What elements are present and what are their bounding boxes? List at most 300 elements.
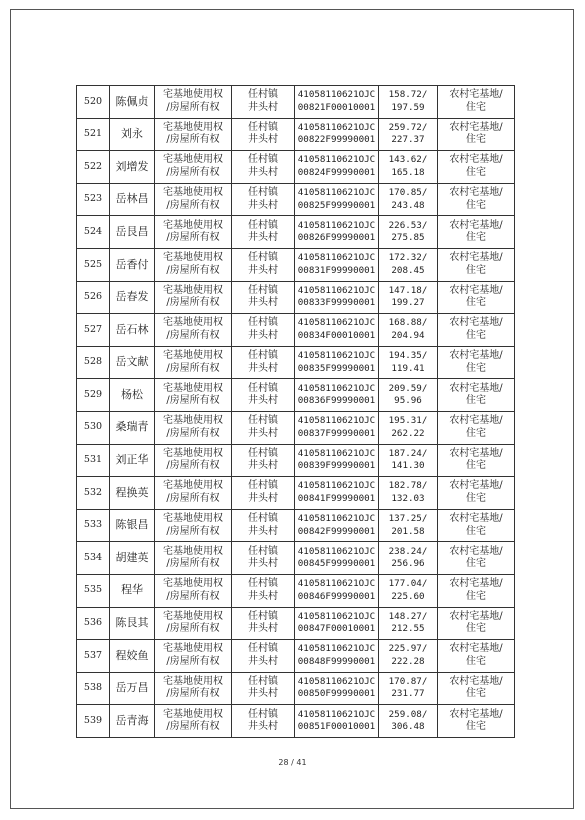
- owner-name-cell: 岳万昌: [110, 672, 155, 705]
- unit-code-line: 41058110621OJC: [297, 121, 376, 133]
- location-cell: [232, 216, 295, 249]
- row-number-cell: 523: [77, 183, 110, 216]
- unit-code-line: 41058110621OJC: [297, 89, 376, 101]
- area-line: 172.32/: [388, 252, 428, 264]
- right-type-cell: [155, 411, 232, 444]
- location-cell: [232, 379, 295, 412]
- table-row: [77, 444, 515, 477]
- location-cell: [232, 86, 295, 119]
- row-number-cell: 525: [77, 248, 110, 281]
- location-cell: [232, 574, 295, 607]
- location-line: 井头村: [248, 166, 278, 178]
- area-line: 195.31/: [388, 415, 428, 427]
- table-row: [77, 183, 515, 216]
- owner-name-cell: 程姣鱼: [110, 640, 155, 673]
- unit-code-line: 00834F00010001: [297, 329, 376, 341]
- land-use-line: 住宅: [466, 134, 486, 146]
- unit-code-line: 00847F00010001: [297, 623, 376, 635]
- area-line: 225.60: [391, 590, 425, 602]
- land-use-cell: [438, 216, 515, 249]
- right-type-cell: [155, 118, 232, 151]
- owner-name-cell: 杨松: [110, 379, 155, 412]
- land-use-line: 农村宅基地/: [449, 480, 503, 492]
- table-row: [77, 411, 515, 444]
- location-line: 任村镇: [248, 578, 278, 590]
- land-use-line: 住宅: [466, 166, 486, 178]
- area-line: 137.25/: [388, 513, 428, 525]
- location-cell: [232, 346, 295, 379]
- right-type-line: /房屋所有权: [166, 460, 220, 472]
- right-type-line: /房屋所有权: [166, 297, 220, 309]
- location-line: 任村镇: [248, 708, 278, 720]
- land-use-line: 农村宅基地/: [449, 415, 503, 427]
- unit-code-line: 00842F99990001: [297, 525, 376, 537]
- location-line: 任村镇: [248, 252, 278, 264]
- unit-code-line: 00824F99990001: [297, 166, 376, 178]
- land-use-cell: [438, 151, 515, 184]
- land-use-line: 农村宅基地/: [449, 382, 503, 394]
- land-use-line: 农村宅基地/: [449, 447, 503, 459]
- land-use-line: 住宅: [466, 264, 486, 276]
- unit-code-cell: [295, 574, 379, 607]
- land-use-cell: [438, 574, 515, 607]
- owner-name-cell: 刘永: [110, 118, 155, 151]
- right-type-line: /房屋所有权: [166, 101, 220, 113]
- table-row: [77, 379, 515, 412]
- land-use-line: 农村宅基地/: [449, 545, 503, 557]
- right-type-line: /房屋所有权: [166, 492, 220, 504]
- area-cell: [379, 477, 438, 510]
- right-type-line: /房屋所有权: [166, 329, 220, 341]
- land-use-line: 住宅: [466, 427, 486, 439]
- area-line: 225.97/: [388, 643, 428, 655]
- area-cell: [379, 444, 438, 477]
- location-line: 井头村: [248, 427, 278, 439]
- land-use-cell: [438, 314, 515, 347]
- location-line: 任村镇: [248, 121, 278, 133]
- area-cell: [379, 411, 438, 444]
- land-use-line: 住宅: [466, 721, 486, 733]
- owner-name-cell: 陈银昌: [110, 509, 155, 542]
- unit-code-cell: [295, 281, 379, 314]
- area-line: 256.96: [391, 558, 425, 570]
- land-use-line: 住宅: [466, 329, 486, 341]
- land-use-cell: [438, 86, 515, 119]
- land-use-line: 农村宅基地/: [449, 610, 503, 622]
- location-line: 井头村: [248, 297, 278, 309]
- table-row: [77, 509, 515, 542]
- unit-code-line: 41058110621OJC: [297, 675, 376, 687]
- row-number-cell: 538: [77, 672, 110, 705]
- unit-code-line: 41058110621OJC: [297, 610, 376, 622]
- table-row: [77, 314, 515, 347]
- unit-code-line: 41058110621OJC: [297, 447, 376, 459]
- area-cell: [379, 151, 438, 184]
- unit-code-line: 00837F99990001: [297, 427, 376, 439]
- unit-code-line: 00839F99990001: [297, 460, 376, 472]
- unit-code-cell: [295, 509, 379, 542]
- right-type-line: /房屋所有权: [166, 134, 220, 146]
- area-line: 275.85: [391, 232, 425, 244]
- right-type-line: 宅基地使用权: [163, 121, 223, 133]
- unit-code-cell: [295, 314, 379, 347]
- area-line: 170.87/: [388, 675, 428, 687]
- area-line: 165.18: [391, 166, 425, 178]
- land-use-line: 住宅: [466, 232, 486, 244]
- table-body: [77, 86, 515, 738]
- right-type-cell: [155, 705, 232, 738]
- unit-code-line: 00822F99990001: [297, 134, 376, 146]
- right-type-line: 宅基地使用权: [163, 382, 223, 394]
- area-line: 187.24/: [388, 447, 428, 459]
- owner-name-cell: 岳青海: [110, 705, 155, 738]
- location-line: 井头村: [248, 590, 278, 602]
- land-use-line: 农村宅基地/: [449, 578, 503, 590]
- right-type-line: /房屋所有权: [166, 166, 220, 178]
- row-number-cell: 536: [77, 607, 110, 640]
- unit-code-cell: [295, 118, 379, 151]
- land-use-line: 住宅: [466, 688, 486, 700]
- area-cell: [379, 216, 438, 249]
- location-line: 井头村: [248, 232, 278, 244]
- land-use-cell: [438, 705, 515, 738]
- location-cell: [232, 509, 295, 542]
- location-line: 井头村: [248, 101, 278, 113]
- area-line: 238.24/: [388, 545, 428, 557]
- land-use-line: 住宅: [466, 623, 486, 635]
- unit-code-cell: [295, 151, 379, 184]
- area-line: 119.41: [391, 362, 425, 374]
- area-line: 227.37: [391, 134, 425, 146]
- location-line: 井头村: [248, 134, 278, 146]
- land-use-line: 农村宅基地/: [449, 89, 503, 101]
- unit-code-cell: [295, 86, 379, 119]
- area-line: 212.55: [391, 623, 425, 635]
- land-use-line: 农村宅基地/: [449, 219, 503, 231]
- right-type-line: /房屋所有权: [166, 427, 220, 439]
- area-line: 194.35/: [388, 350, 428, 362]
- right-type-cell: [155, 281, 232, 314]
- unit-code-cell: [295, 346, 379, 379]
- row-number-cell: 521: [77, 118, 110, 151]
- unit-code-line: 41058110621OJC: [297, 480, 376, 492]
- row-number-cell: 530: [77, 411, 110, 444]
- location-line: 任村镇: [248, 480, 278, 492]
- table-row: [77, 86, 515, 119]
- location-line: 任村镇: [248, 89, 278, 101]
- right-type-cell: [155, 444, 232, 477]
- unit-code-line: 41058110621OJC: [297, 252, 376, 264]
- owner-name-cell: 岳艮昌: [110, 216, 155, 249]
- right-type-line: 宅基地使用权: [163, 513, 223, 525]
- area-line: 168.88/: [388, 317, 428, 329]
- unit-code-line: 41058110621OJC: [297, 154, 376, 166]
- right-type-line: /房屋所有权: [166, 264, 220, 276]
- unit-code-line: 00835F99990001: [297, 362, 376, 374]
- right-type-line: 宅基地使用权: [163, 154, 223, 166]
- owner-name-cell: 桑瑞青: [110, 411, 155, 444]
- location-line: 任村镇: [248, 610, 278, 622]
- table-row: [77, 281, 515, 314]
- land-use-line: 住宅: [466, 101, 486, 113]
- right-type-cell: [155, 216, 232, 249]
- unit-code-cell: [295, 640, 379, 673]
- area-line: 177.04/: [388, 578, 428, 590]
- right-type-line: /房屋所有权: [166, 199, 220, 211]
- right-type-cell: [155, 477, 232, 510]
- right-type-line: 宅基地使用权: [163, 675, 223, 687]
- right-type-line: /房屋所有权: [166, 721, 220, 733]
- unit-code-cell: [295, 216, 379, 249]
- unit-code-cell: [295, 672, 379, 705]
- location-cell: [232, 705, 295, 738]
- land-use-line: 住宅: [466, 590, 486, 602]
- location-cell: [232, 444, 295, 477]
- location-cell: [232, 640, 295, 673]
- unit-code-cell: [295, 379, 379, 412]
- area-line: 226.53/: [388, 219, 428, 231]
- unit-code-line: 41058110621OJC: [297, 284, 376, 296]
- row-number-cell: 534: [77, 542, 110, 575]
- unit-code-cell: [295, 477, 379, 510]
- location-cell: [232, 542, 295, 575]
- right-type-line: 宅基地使用权: [163, 578, 223, 590]
- right-type-line: 宅基地使用权: [163, 480, 223, 492]
- owner-name-cell: 程华: [110, 574, 155, 607]
- area-line: 197.59: [391, 101, 425, 113]
- area-cell: [379, 346, 438, 379]
- right-type-line: 宅基地使用权: [163, 447, 223, 459]
- location-line: 任村镇: [248, 643, 278, 655]
- area-cell: [379, 705, 438, 738]
- location-cell: [232, 183, 295, 216]
- table-row: [77, 574, 515, 607]
- location-cell: [232, 477, 295, 510]
- page-indicator: 28 / 41: [278, 758, 307, 767]
- table-row: [77, 346, 515, 379]
- area-line: 262.22: [391, 427, 425, 439]
- area-cell: [379, 509, 438, 542]
- area-cell: [379, 640, 438, 673]
- location-line: 井头村: [248, 655, 278, 667]
- area-line: 147.18/: [388, 284, 428, 296]
- land-use-line: 农村宅基地/: [449, 317, 503, 329]
- right-type-cell: [155, 672, 232, 705]
- unit-code-line: 00841F99990001: [297, 492, 376, 504]
- location-line: 井头村: [248, 460, 278, 472]
- location-line: 任村镇: [248, 513, 278, 525]
- right-type-line: 宅基地使用权: [163, 317, 223, 329]
- table-row: [77, 216, 515, 249]
- land-use-line: 住宅: [466, 199, 486, 211]
- area-cell: [379, 574, 438, 607]
- area-line: 170.85/: [388, 187, 428, 199]
- land-use-line: 住宅: [466, 395, 486, 407]
- land-use-line: 农村宅基地/: [449, 252, 503, 264]
- row-number-cell: 522: [77, 151, 110, 184]
- right-type-line: 宅基地使用权: [163, 252, 223, 264]
- right-type-line: 宅基地使用权: [163, 219, 223, 231]
- row-number-cell: 527: [77, 314, 110, 347]
- table-row: [77, 118, 515, 151]
- right-type-cell: [155, 542, 232, 575]
- unit-code-line: 00848F99990001: [297, 655, 376, 667]
- location-line: 任村镇: [248, 284, 278, 296]
- row-number-cell: 537: [77, 640, 110, 673]
- location-line: 井头村: [248, 558, 278, 570]
- area-cell: [379, 314, 438, 347]
- table-row: [77, 248, 515, 281]
- land-use-cell: [438, 542, 515, 575]
- area-line: 204.94: [391, 329, 425, 341]
- location-line: 井头村: [248, 199, 278, 211]
- right-type-line: 宅基地使用权: [163, 610, 223, 622]
- right-type-line: /房屋所有权: [166, 655, 220, 667]
- area-line: 231.77: [391, 688, 425, 700]
- unit-code-line: 00831F99990001: [297, 264, 376, 276]
- unit-code-line: 00846F99990001: [297, 590, 376, 602]
- land-use-cell: [438, 118, 515, 151]
- table-row: [77, 640, 515, 673]
- area-cell: [379, 86, 438, 119]
- land-use-line: 农村宅基地/: [449, 708, 503, 720]
- right-type-cell: [155, 346, 232, 379]
- land-use-line: 住宅: [466, 492, 486, 504]
- unit-code-line: 00826F99990001: [297, 232, 376, 244]
- row-number-cell: 524: [77, 216, 110, 249]
- area-line: 259.08/: [388, 708, 428, 720]
- area-cell: [379, 672, 438, 705]
- right-type-line: 宅基地使用权: [163, 89, 223, 101]
- unit-code-cell: [295, 411, 379, 444]
- row-number-cell: 532: [77, 477, 110, 510]
- location-line: 任村镇: [248, 219, 278, 231]
- land-use-line: 住宅: [466, 655, 486, 667]
- unit-code-line: 41058110621OJC: [297, 545, 376, 557]
- unit-code-cell: [295, 542, 379, 575]
- right-type-line: /房屋所有权: [166, 623, 220, 635]
- land-use-cell: [438, 281, 515, 314]
- table-row: [77, 672, 515, 705]
- land-use-cell: [438, 672, 515, 705]
- right-type-cell: [155, 574, 232, 607]
- land-use-cell: [438, 607, 515, 640]
- owner-name-cell: 刘正华: [110, 444, 155, 477]
- land-use-cell: [438, 346, 515, 379]
- right-type-cell: [155, 151, 232, 184]
- unit-code-line: 00833F99990001: [297, 297, 376, 309]
- unit-code-cell: [295, 444, 379, 477]
- location-cell: [232, 118, 295, 151]
- location-line: 井头村: [248, 721, 278, 733]
- unit-code-cell: [295, 607, 379, 640]
- location-cell: [232, 411, 295, 444]
- location-cell: [232, 672, 295, 705]
- owner-name-cell: 陈佩贞: [110, 86, 155, 119]
- owner-name-cell: 岳香付: [110, 248, 155, 281]
- location-line: 任村镇: [248, 187, 278, 199]
- location-line: 井头村: [248, 395, 278, 407]
- location-line: 井头村: [248, 264, 278, 276]
- row-number-cell: 539: [77, 705, 110, 738]
- unit-code-line: 41058110621OJC: [297, 415, 376, 427]
- land-use-cell: [438, 379, 515, 412]
- area-line: 243.48: [391, 199, 425, 211]
- area-line: 306.48: [391, 721, 425, 733]
- unit-code-cell: [295, 705, 379, 738]
- area-line: 182.78/: [388, 480, 428, 492]
- location-line: 任村镇: [248, 675, 278, 687]
- unit-code-line: 41058110621OJC: [297, 513, 376, 525]
- location-cell: [232, 314, 295, 347]
- land-use-line: 农村宅基地/: [449, 675, 503, 687]
- area-cell: [379, 542, 438, 575]
- right-type-line: 宅基地使用权: [163, 187, 223, 199]
- row-number-cell: 533: [77, 509, 110, 542]
- right-type-cell: [155, 183, 232, 216]
- table-row: [77, 607, 515, 640]
- unit-code-cell: [295, 248, 379, 281]
- area-line: 208.45: [391, 264, 425, 276]
- table-row: [77, 542, 515, 575]
- land-use-cell: [438, 477, 515, 510]
- location-line: 任村镇: [248, 447, 278, 459]
- land-use-cell: [438, 411, 515, 444]
- right-type-line: /房屋所有权: [166, 395, 220, 407]
- area-line: 199.27: [391, 297, 425, 309]
- area-cell: [379, 281, 438, 314]
- row-number-cell: 535: [77, 574, 110, 607]
- land-use-line: 农村宅基地/: [449, 154, 503, 166]
- area-line: 143.62/: [388, 154, 428, 166]
- table-row: [77, 151, 515, 184]
- location-cell: [232, 607, 295, 640]
- location-line: 任村镇: [248, 350, 278, 362]
- row-number-cell: 529: [77, 379, 110, 412]
- right-type-line: 宅基地使用权: [163, 350, 223, 362]
- area-cell: [379, 607, 438, 640]
- unit-code-line: 00845F99990001: [297, 558, 376, 570]
- right-type-line: 宅基地使用权: [163, 415, 223, 427]
- land-use-cell: [438, 183, 515, 216]
- location-line: 任村镇: [248, 154, 278, 166]
- land-use-line: 农村宅基地/: [449, 121, 503, 133]
- row-number-cell: 520: [77, 86, 110, 119]
- location-line: 井头村: [248, 329, 278, 341]
- owner-name-cell: 岳春发: [110, 281, 155, 314]
- land-use-line: 住宅: [466, 460, 486, 472]
- location-cell: [232, 248, 295, 281]
- area-line: 141.30: [391, 460, 425, 472]
- land-use-line: 住宅: [466, 362, 486, 374]
- unit-code-line: 41058110621OJC: [297, 578, 376, 590]
- area-line: 222.28: [391, 655, 425, 667]
- location-cell: [232, 151, 295, 184]
- right-type-cell: [155, 509, 232, 542]
- land-use-line: 住宅: [466, 297, 486, 309]
- owner-name-cell: 岳文献: [110, 346, 155, 379]
- unit-code-line: 00825F99990001: [297, 199, 376, 211]
- area-cell: [379, 248, 438, 281]
- area-cell: [379, 118, 438, 151]
- right-type-cell: [155, 379, 232, 412]
- land-use-line: 农村宅基地/: [449, 284, 503, 296]
- location-cell: [232, 281, 295, 314]
- registration-table: [76, 85, 515, 738]
- unit-code-line: 00850F99990001: [297, 688, 376, 700]
- land-use-cell: [438, 444, 515, 477]
- unit-code-line: 00851F00010001: [297, 721, 376, 733]
